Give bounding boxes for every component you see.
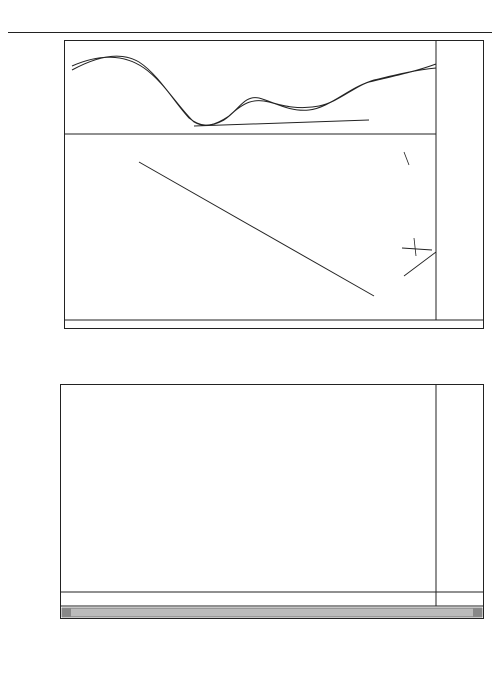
figure-10-1 [64, 40, 484, 330]
scroll-left-icon[interactable] [62, 608, 71, 617]
scrollbar[interactable] [62, 608, 482, 617]
figure-10-2 [60, 384, 484, 620]
page-header [8, 12, 492, 33]
scroll-right-icon[interactable] [473, 608, 482, 617]
figure-border [61, 385, 484, 619]
figure-border [65, 41, 484, 329]
